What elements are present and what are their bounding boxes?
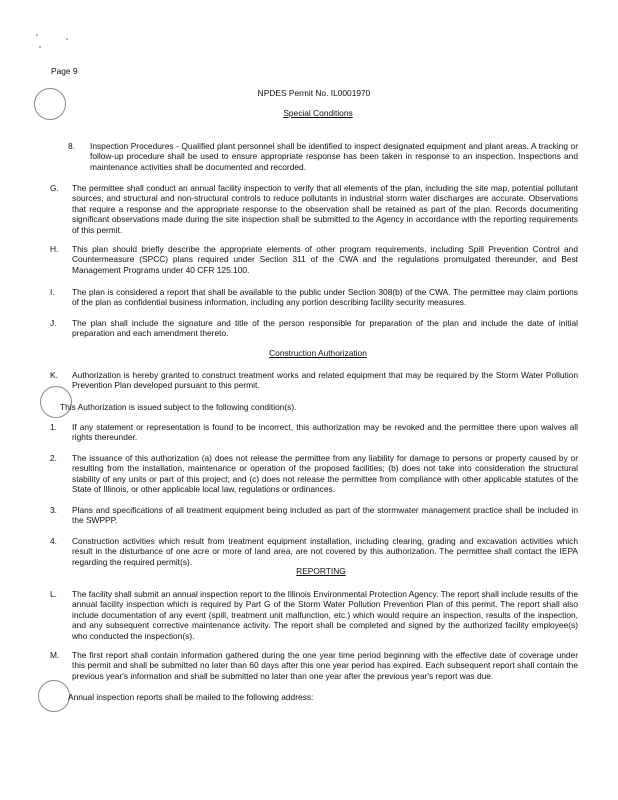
construction-condition-1: [50, 422, 578, 443]
mailing-address-intro: Annual inspection reports shall be mailed to the following address:: [68, 692, 314, 702]
item-text: This plan should briefly describe the appropriate elements of other program requirements, including Spill Prevention Control and Countermeasure (SPCC) plans required under Section 311 of the CWA and the regulations promulgated thereunder, and Best Management Programs under 40 CFR 125.100.: [72, 244, 578, 275]
item-label: 3.: [50, 505, 57, 515]
item-text: The issuance of this authorization (a) does not release the permittee from any liability for damage to persons or property caused by or resulting from the installation, maintenance or operation of the proposed facilities; (b) does not take into consideration the structural stability of any units or part of this project; and (c) does not release the permittee from compliance with other applicable statutes of the State of Illinois, or other applicable local law, regulations or ordinances.: [72, 453, 578, 495]
permit-number: NPDES Permit No. IL0001970: [257, 88, 371, 98]
item-text: The plan is considered a report that shall be available to the public under Section 308(b) of the CWA. The permittee may claim portions of the plan as confidential business information, including any portion describing facility security measures.: [72, 287, 578, 308]
authorization-intro: This Authorization is issued subject to the following condition(s).: [60, 402, 297, 412]
scan-speck: [66, 38, 68, 40]
item-text: Inspection Procedures - Qualified plant personnel shall be identified to inspect designated equipment and plant areas. A tracking or follow-up procedure shall be used to ensure appropriate response has been taken in response to an inspection. Inspections and maintenance activities shall be documented and recorded.: [90, 141, 578, 172]
item-label: K.: [50, 370, 58, 380]
item-text: Plans and specifications of all treatment equipment being included as part of the stormwater management practice shall be included in the SWPPP.: [72, 505, 578, 526]
item-label: 1.: [50, 422, 57, 432]
special-conditions-heading: Special Conditions: [283, 108, 353, 118]
special-item-g: [50, 183, 578, 235]
item-label: H.: [50, 244, 59, 254]
item-text: If any statement or representation is found to be incorrect, this authorization may be revoked and the permittee there upon waives all rights thereunder.: [72, 422, 578, 443]
construction-condition-3: [50, 505, 578, 526]
item-label: I.: [50, 287, 55, 297]
item-label: 2.: [50, 453, 57, 463]
reporting-item-l: [50, 589, 578, 641]
special-item-i: [50, 287, 578, 308]
reporting-item-m: [50, 650, 578, 681]
construction-authorization-heading: Construction Authorization: [269, 348, 367, 358]
construction-item-k: [50, 370, 578, 391]
item-text: The facility shall submit an annual inspection report to the Illinois Environmental Protection Agency. The report shall include results of the annual facility inspection which is required by Part G of the Storm Water Pollution Prevention Plan of this permit. The report shall also include documentation of any event (spill, treatment unit malfunction, etc.) which would require an inspection, results of the inspection, and any subsequent corrective maintenance activity. The report shall be completed and signed by the authorized facility employee(s) who conducted the inspection(s).: [72, 589, 578, 641]
item-text: The first report shall contain information gathered during the one year time period beginning with the effective date of coverage under this permit and shall be submitted no later than 60 days after this one year period has expired. Each subsequent report shall contain the previous year's information and shall be submitted no later than one year after the previous year's report was due.: [72, 650, 578, 681]
item-label: M.: [50, 650, 60, 660]
item-label: 8.: [68, 141, 75, 151]
item-text: The plan shall include the signature and title of the person responsible for preparation of the plan and include the date of initial preparation and each amendment thereto.: [72, 318, 578, 339]
page-number: Page 9: [51, 66, 78, 76]
item-label: J.: [50, 318, 57, 328]
special-item-8: [68, 141, 578, 172]
special-item-j: [50, 318, 578, 339]
item-label: G.: [50, 183, 59, 193]
item-label: 4.: [50, 536, 57, 546]
scan-speck: [39, 46, 41, 48]
special-item-h: [50, 244, 578, 275]
construction-condition-2: [50, 453, 578, 495]
punch-hole-bottom: [38, 680, 70, 712]
reporting-heading: REPORTING: [296, 566, 346, 576]
construction-condition-4: [50, 536, 578, 567]
item-label: L.: [50, 589, 57, 599]
item-text: The permittee shall conduct an annual facility inspection to verify that all elements of the plan, including the site map, potential pollutant sources, and structural and non-structural controls to reduce pollutants in industrial storm water discharges are accurate. Observations that require a response and the appropriate response to the observation shall be retained as part of the plan. Records documenting significant observations made during the site inspection shall be submitted to the Agency in accordance with the reporting requirements of this permit.: [72, 183, 578, 235]
item-text: Authorization is hereby granted to construct treatment works and related equipment that may be required by the Storm Water Pollution Prevention Plan developed pursuant to this permit.: [72, 370, 578, 391]
scan-speck: [36, 34, 38, 36]
item-text: Construction activities which result from treatment equipment installation, including clearing, grading and excavation activities which result in the disturbance of one acre or more of land area, are not covered by this authorization. The permittee shall contact the IEPA regarding the required permit(s).: [72, 536, 578, 567]
